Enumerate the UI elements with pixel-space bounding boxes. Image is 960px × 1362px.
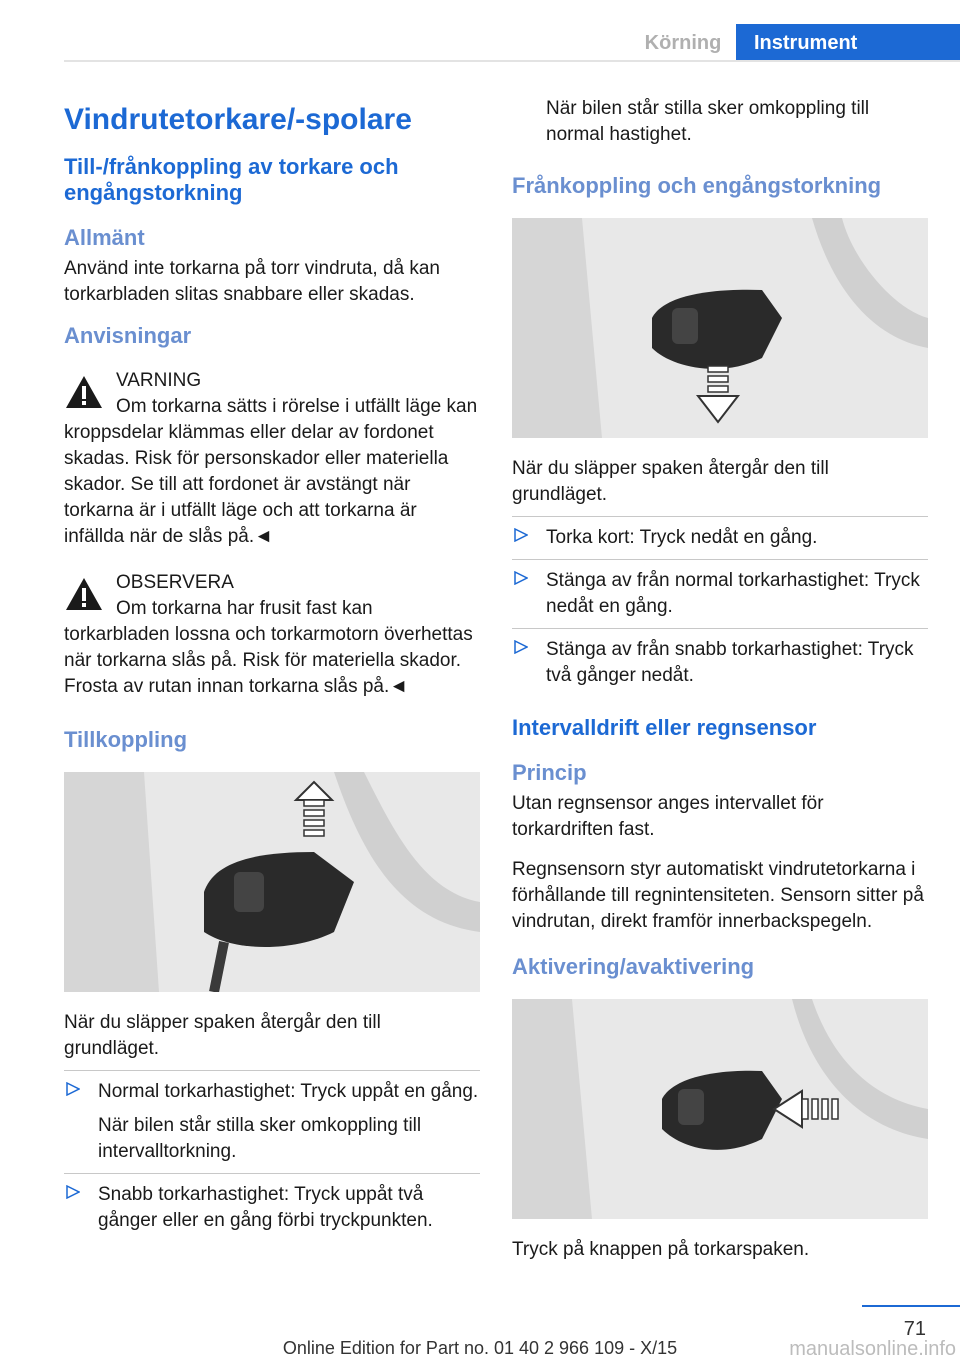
watermark: manualsonline.info: [789, 1338, 956, 1360]
lever-button-illustration: [512, 999, 928, 1219]
tab-instrument[interactable]: Instrument: [736, 24, 960, 62]
list-item-text: Stänga av från normal torkarhastighet: Tryck nedåt en gång.: [546, 570, 920, 617]
header-divider: [64, 60, 960, 62]
list-item: [512, 628, 928, 697]
list-item: [512, 516, 928, 559]
lever-button-drawing: [512, 999, 928, 1219]
general-text: Använd inte torkarna på torr vindruta, då kan torkarbladen slitas snabbare eller skadas.: [64, 258, 441, 305]
section-heading: Till-/frånkoppling av torkare och engångstorkning: [64, 154, 399, 205]
list-item: [64, 1173, 480, 1242]
edition-text: Online Edition for Part no. 01 40 2 966 109 - X/15: [282, 1338, 678, 1358]
warning-text: Om torkarna sätts i rörelse i utfällt läge kan kroppsdelar klämmas eller delar av fordonet skadas. Risk för personskador eller materiella skador. Se till att fordonet är avstängt när torkarna är i utfällt läge och att torkarna är infällda när de slås på.◄: [64, 396, 478, 547]
right-column: [512, 96, 928, 1271]
off-list: [512, 516, 928, 697]
list-item-text: Torka kort: Tryck nedåt en gång.: [546, 527, 818, 548]
triangle-bullet-icon: [66, 1082, 80, 1096]
off-heading: Frånkoppling och engångstorkning: [512, 173, 882, 198]
triangle-bullet-icon: [514, 571, 528, 585]
toggle-caption: Tryck på knappen på torkarspaken.: [512, 1239, 810, 1260]
continued-text: När bilen står stilla sker omkoppling till normal hastighet.: [546, 98, 870, 145]
list-item-text: Normal torkarhastighet: Tryck uppåt en gång.: [98, 1081, 479, 1102]
lever-down-illustration: [512, 218, 928, 438]
principle-heading: Princip: [512, 760, 587, 785]
caution-text: Om torkarna har frusit fast kan torkarbladen lossna och torkarmotorn överhettas när torkarna slås på. Risk för materiella skador. Frosta av rutan innan torkarna slås på.◄: [64, 598, 473, 697]
off-caption: När du släpper spaken återgår den till grundläget.: [512, 458, 829, 505]
activation-heading: Tillkoppling: [64, 727, 188, 752]
general-heading: Allmänt: [64, 225, 145, 250]
footer-divider: [862, 1305, 960, 1307]
triangle-bullet-icon: [514, 640, 528, 654]
interval-heading: Intervalldrift eller regnsensor: [512, 715, 817, 740]
list-item-note: När bilen står stilla sker omkoppling till intervalltorkning.: [98, 1115, 422, 1162]
lever-up-drawing: [64, 772, 480, 992]
lever-down-drawing: [512, 218, 928, 438]
warning-icon: [64, 374, 104, 410]
list-item-text: Snabb torkarhastighet: Tryck uppåt två gånger eller en gång förbi tryckpunkten.: [98, 1184, 433, 1231]
principle-text-1: Utan regnsensor anges intervallet för torkardriften fast.: [512, 793, 824, 840]
page-title: Vindrutetorkare/-spolare: [64, 103, 412, 136]
caution-icon: [64, 576, 104, 612]
tab-korning[interactable]: Körning: [644, 32, 722, 54]
notes-heading: Anvisningar: [64, 323, 192, 348]
list-item: [512, 559, 928, 628]
triangle-bullet-icon: [514, 528, 528, 542]
principle-text-2: Regnsensorn styr automatiskt vindrutetorkarna i förhållande till regnintensiteten. Sensorn sitter på vindrutan, direkt framför innerbackspegeln.: [512, 859, 924, 932]
toggle-heading: Aktivering/avaktivering: [512, 954, 755, 979]
list-item: [64, 1070, 480, 1173]
caution-label: OBSERVERA: [116, 572, 234, 593]
warning-block: [64, 368, 480, 550]
activation-caption: När du släpper spaken återgår den till grundläget.: [64, 1012, 381, 1059]
lever-up-illustration: [64, 772, 480, 992]
caution-block: [64, 570, 480, 700]
warning-label: VARNING: [116, 370, 202, 391]
activation-list: [64, 1070, 480, 1242]
list-item-text: Stänga av från snabb torkarhastighet: Tryck två gånger nedåt.: [546, 639, 914, 686]
triangle-bullet-icon: [66, 1185, 80, 1199]
page-number: 71: [903, 1318, 926, 1340]
left-column: [64, 96, 480, 1260]
